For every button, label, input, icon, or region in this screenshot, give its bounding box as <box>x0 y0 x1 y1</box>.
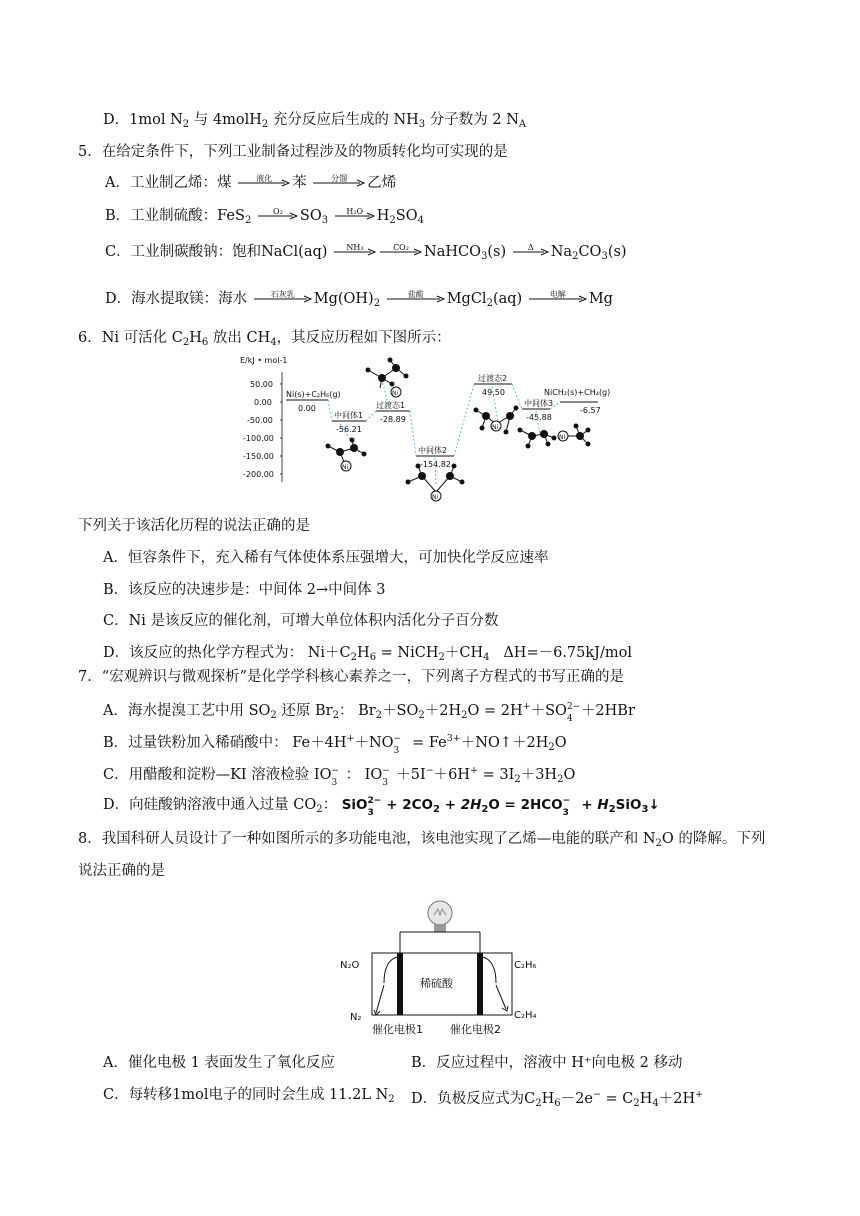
q6-stem: 6．Ni 可活化 $C_2H_6$ 放出 $CH_4$，其反应历程如下图所示： <box>78 330 451 348</box>
q7-option-b: B．过量铁粉加入稀硝酸中： Fe＋4H+＋NO − 3 = $Fe^{3+}+NO↑+2H_2O$ <box>103 733 567 756</box>
y-tick: -200.00 <box>243 470 274 479</box>
q8-option-a: A．催化电极 1 表面发生了氧化反应 <box>103 1055 335 1071</box>
q6-option-a: A．恒容条件下，充入稀有气体使体系压强增大，可加快化学反应速率 <box>103 550 549 566</box>
y-tick: -50.00 <box>247 416 273 425</box>
label-electrolyte: 稀硫酸 <box>420 977 453 990</box>
state-label: 过渡态2 <box>478 374 508 383</box>
state-label: 中间体3 <box>524 399 554 408</box>
q5-option-d: D．海水提取镁：海水 石灰乳 $Mg(OH)_2$ 盐酸 MgCl$_2$(aq) 电解 Mg <box>105 290 613 309</box>
state-value: -28.89 <box>380 415 406 424</box>
electrode-1 <box>397 953 403 1015</box>
label-c2h6: C₂H₆ <box>514 960 537 971</box>
label-electrode-2: 催化电极2 <box>450 1023 501 1036</box>
y-tick: -100.00 <box>243 434 274 443</box>
label-n2: N₂ <box>350 1012 362 1023</box>
ni-atom-label: Ni <box>392 390 399 397</box>
ni-atom-label: Ni <box>342 464 349 471</box>
y-axis-label: E/kJ • mol-1 <box>240 356 288 365</box>
q8-stem-line1: 8．我国科研人员设计了一种如图所示的多功能电池，该电池实现了乙烯—电能的联产和 $N_2O$ 的降解。下列 <box>78 831 766 849</box>
y-tick: 50.00 <box>250 380 273 389</box>
molecule-ts1 <box>366 358 408 397</box>
state-label: 中间体1 <box>334 411 364 420</box>
q7-stem: 7．“宏观辨识与微观探析”是化学学科核心素养之一，下列离子方程式的书写正确的是 <box>78 669 625 685</box>
y-tick: 0.00 <box>254 398 272 407</box>
state-label: 过渡态1 <box>376 401 406 410</box>
q7-option-d: D．向硅酸钠溶液中通入过量 $CO_2$： SiO 2− 3 + $2CO_2 + 2H_2O = 2HCO$ − 3 + $H_2SiO_3↓$ <box>103 796 660 818</box>
ni-atom-label: Ni <box>559 434 566 441</box>
ni-atom-label: Ni <box>432 494 439 501</box>
label-electrode-1: 催化电极1 <box>372 1023 423 1036</box>
q8-option-b: B．反应过程中，溶液中 H⁺向电极 2 移动 <box>411 1055 683 1071</box>
q5-option-a: A．工业制乙烯：煤 液化 苯 分馏 乙烯 <box>105 174 397 191</box>
q7-option-c: C．用醋酸和淀粉—KI 溶液检验 IO − 3 ： IO − 3 $+5I^-+6H^+ = 3I_2+3H_2O$ <box>103 765 576 788</box>
state-label: 中间体2 <box>418 446 448 455</box>
q5-option-c: C．工业制碳酸钠：饱和NaCl(aq) NH₃ CO₂ NaHCO$_3$(s) Δ $Na_2CO_3(s)$ <box>105 243 627 262</box>
q8-option-d: D．负极反应式为$C_2H_6-2e^- = C_2H_4+2H^+$ <box>411 1089 704 1109</box>
ni-atom-label: Ni <box>492 424 499 431</box>
molecule-int3 <box>518 424 590 448</box>
state-label: Ni(s)+C₂H₆(g) <box>286 390 341 399</box>
state-label: NiCH₂(s)+CH₄(g) <box>544 388 611 397</box>
q6-option-b: B．该反应的决速步是：中间体 2→中间体 3 <box>103 582 386 598</box>
q6-option-d: D．该反应的热化学方程式为： $Ni+C_2H_6$ = $NiCH_2+CH_4$ ΔH=－6.75kJ/mol <box>103 645 632 663</box>
y-tick: -150.00 <box>243 452 274 461</box>
q6-option-c: C．Ni 是该反应的催化剂，可增大单位体积内活化分子百分数 <box>103 613 499 629</box>
q5-option-b: B．工业制硫酸：FeS$_2$ O₂ $SO_3$ H₂O $H_2SO_4$ <box>105 207 424 226</box>
q4-option-d: D．1mol $N_2$ 与 4molH$_2$ 充分反应后生成的 $NH_3$ 分子数为 2 $N_A$ <box>103 112 527 130</box>
state-value: -56.21 <box>336 425 362 434</box>
state-value: 49.50 <box>482 388 505 397</box>
q8-option-c: C．每转移1mol电子的同时会生成 11.2L $N_2$ <box>103 1087 395 1105</box>
energy-profile-diagram <box>240 354 650 504</box>
q5-stem: 5．在给定条件下，下列工业制备过程涉及的物质转化均可实现的是 <box>78 144 508 160</box>
battery-diagram <box>330 895 570 1045</box>
q7-option-a: A．海水提溴工艺中用 $SO_2$ 还原 $Br_2$： $Br_2+SO_2+2H_2O = 2H^++SO$ 2− 4 ＋2HBr <box>103 701 635 724</box>
state-value: -154.82 <box>420 460 451 469</box>
state-value: -45.88 <box>526 413 552 422</box>
state-value: -6.57 <box>580 406 601 415</box>
light-bulb-icon <box>428 901 452 932</box>
label-n2o: N₂O <box>340 960 360 971</box>
q8-stem-line2: 说法正确的是 <box>78 863 165 879</box>
q6-after: 下列关于该活化历程的说法正确的是 <box>78 518 310 534</box>
label-c2h4: C₂H₄ <box>514 1010 537 1021</box>
electrode-2 <box>477 953 483 1015</box>
state-value: 0.00 <box>298 404 316 413</box>
